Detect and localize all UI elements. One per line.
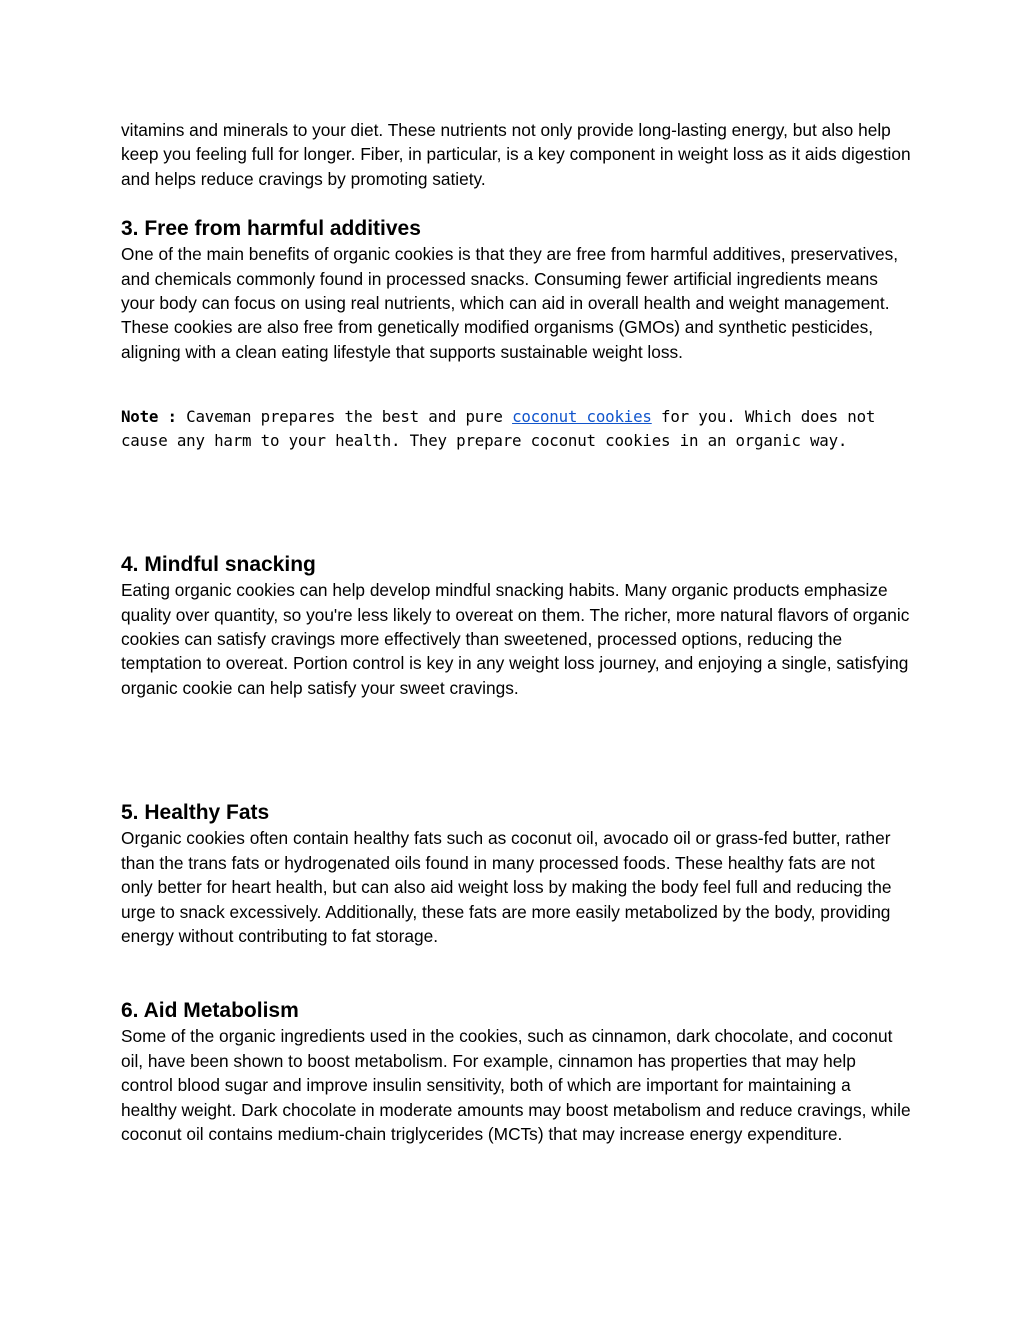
note-paragraph: [121, 405, 911, 452]
section-heading-mindful-snacking: 4. Mindful snacking: [121, 553, 316, 577]
note-label: Note :: [121, 407, 177, 427]
note-text-before-link: Caveman prepares the best and pure: [176, 407, 513, 427]
section-body-healthy-fats: Organic cookies often contain healthy fats such as coconut oil, avocado oil or grass-fed butter, rather than the trans fats or hydrogenated oils found in many processed foods. These healthy fats are not only better for heart health, but can also aid weight loss by making the body feel full and reducing the urge to snack excessively. Additionally, these fats are more easily metabolized by the body, providing energy without contributing to fat storage.: [121, 828, 892, 946]
section-body-free-from-additives: One of the main benefits of organic cookies is that they are free from harmful additives, preservatives, and chemicals commonly found in processed snacks. Consuming fewer artificial ingredients means your body can focus on using real nutrients, which can aid in overall health and weight management. These cookies are also free from genetically modified organisms (GMOs) and synthetic pesticides, aligning with a clean eating lifestyle that supports sustainable weight loss.: [121, 244, 899, 362]
section-heading-aid-metabolism: 6. Aid Metabolism: [121, 999, 299, 1023]
coconut-cookies-link[interactable]: coconut cookies: [512, 407, 652, 427]
intro-paragraph: vitamins and minerals to your diet. These nutrients not only provide long-lasting energy, but also help keep you feeling full for longer. Fiber, in particular, is a key component in weight loss as it aids digestion and helps reduce cravings by promoting satiety.: [121, 120, 911, 189]
section-heading-free-from-additives: 3. Free from harmful additives: [121, 217, 421, 241]
note-text-after-link: for you. Which does not cause any harm to your health. They prepare coconut cookies in an organic way.: [121, 407, 876, 450]
section-body-mindful-snacking: Eating organic cookies can help develop mindful snacking habits. Many organic products emphasize quality over quantity, so you're less likely to overeat on them. The richer, more natural flavors of organic cookies can satisfy cravings more effectively than sweetened, processed options, reducing the temptation to overeat. Portion control is key in any weight loss journey, and enjoying a single, satisfying organic cookie can help satisfy your sweet cravings.: [121, 580, 910, 698]
section-body-aid-metabolism: Some of the organic ingredients used in the cookies, such as cinnamon, dark chocolate, and coconut oil, have been shown to boost metabolism. For example, cinnamon has properties that may help control blood sugar and improve insulin sensitivity, both of which are important for maintaining a healthy weight. Dark chocolate in moderate amounts may boost metabolism and reduce cravings, while coconut oil contains medium-chain triglycerides (MCTs) that may increase energy expenditure.: [121, 1026, 911, 1144]
document-page: [121, 118, 911, 1146]
section-heading-healthy-fats: 5. Healthy Fats: [121, 801, 270, 825]
